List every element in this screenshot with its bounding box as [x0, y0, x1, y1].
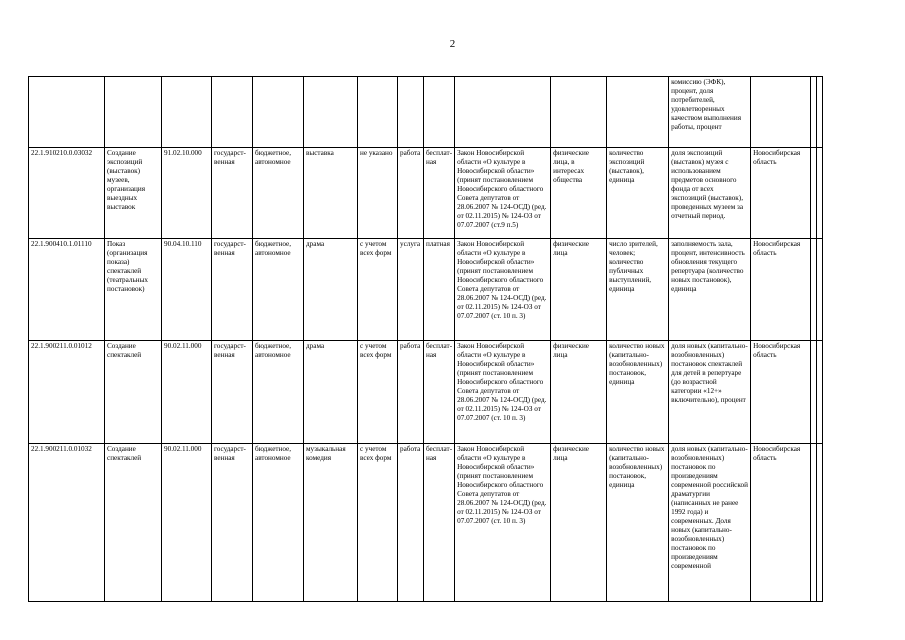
institution-type-cell: бюджетное, автономное: [253, 239, 304, 341]
volume-indicator-cell: количество экспозиций (выставок), единица: [607, 148, 669, 239]
consumers-cell: физические лица: [551, 444, 607, 602]
content-2-cell: с учетом всех форм: [358, 444, 398, 602]
region-cell: Новосибирская область: [751, 239, 811, 341]
payment-cell: [424, 77, 455, 148]
quality-indicator-cell: доля новых (капитально-возобновленных) постановок по произведениям современной российской драматургии (написанных не ранее 1992 года) и современных. Доля новых (капитально-возобновленных) постановок по произведениям современной: [669, 444, 751, 602]
extra-2-cell: [817, 239, 823, 341]
service-name-cell: Создание экспозиций (выставок) музеев, организация выездных выставок: [105, 148, 162, 239]
table-row: [29, 77, 823, 148]
volume-indicator-cell: количество новых (капитально-возобновленных) постановок, единица: [607, 341, 669, 444]
kind-cell: услуга: [398, 239, 424, 341]
quality-indicator-cell: комиссию (ЭФК), процент, доля потребителей, удовлетворенных качеством выполнения работы, процент: [669, 77, 751, 148]
quality-indicator-cell: доля новых (капитально-возобновленных) постановок спектаклей для детей в репертуаре (до возрастной категории «12+» включительно), процент: [669, 341, 751, 444]
region-cell: Новосибирская область: [751, 148, 811, 239]
legal-basis-cell: Закон Новосибирской области «О культуре в Новосибирской области» (принят постановлением Новосибирского областного Совета депутатов от 28.06.2007 № 124-ОСД) (ред. от 02.11.2015) № 124-ОЗ от 07.07.2007 (ст. 10 п. 3): [455, 444, 551, 602]
service-type-cell: [212, 77, 253, 148]
region-cell: Новосибирская область: [751, 444, 811, 602]
table-row: [29, 148, 823, 239]
volume-indicator-cell: [607, 77, 669, 148]
okved-code-cell: [162, 77, 212, 148]
service-type-cell: государст-венная: [212, 239, 253, 341]
service-code-cell: 22.1.900410.1.01110: [29, 239, 105, 341]
content-1-cell: выставка: [304, 148, 358, 239]
payment-cell: платная: [424, 239, 455, 341]
service-code-cell: 22.1.910210.0.03032: [29, 148, 105, 239]
service-type-cell: государст-венная: [212, 444, 253, 602]
service-code-cell: [29, 77, 105, 148]
okved-code-cell: 90.02.11.000: [162, 341, 212, 444]
service-name-cell: Создание спектаклей: [105, 444, 162, 602]
institution-type-cell: бюджетное, автономное: [253, 341, 304, 444]
content-2-cell: не указано: [358, 148, 398, 239]
table-body: [29, 77, 823, 602]
service-name-cell: [105, 77, 162, 148]
table-row: [29, 444, 823, 602]
content-1-cell: [304, 77, 358, 148]
table-row: [29, 239, 823, 341]
quality-indicator-cell: заполняемость зала, процент, интенсивность обновления текущего репертуара (количество новых постановок), единица: [669, 239, 751, 341]
legal-basis-cell: Закон Новосибирской области «О культуре в Новосибирской области» (принят постановлением Новосибирского областного Совета депутатов от 28.06.2007 № 124-ОСД) (ред. от 02.11.2015) № 124-ОЗ от 07.07.2007 (ст.9 п.5): [455, 148, 551, 239]
legal-basis-cell: Закон Новосибирской области «О культуре в Новосибирской области» (принят постановлением Новосибирского областного Совета депутатов от 28.06.2007 № 124-ОСД) (ред. от 02.11.2015) № 124-ОЗ от 07.07.2007 (ст. 10 п. 3): [455, 239, 551, 341]
content-1-cell: музыкальная комедия: [304, 444, 358, 602]
service-code-cell: 22.1.900211.0.01032: [29, 444, 105, 602]
consumers-cell: физические лица: [551, 239, 607, 341]
content-1-cell: драма: [304, 239, 358, 341]
legal-basis-cell: [455, 77, 551, 148]
kind-cell: работа: [398, 444, 424, 602]
institution-type-cell: [253, 77, 304, 148]
payment-cell: бесплат-ная: [424, 444, 455, 602]
payment-cell: бесплат-ная: [424, 148, 455, 239]
institution-type-cell: бюджетное, автономное: [253, 148, 304, 239]
extra-2-cell: [817, 444, 823, 602]
content-1-cell: драма: [304, 341, 358, 444]
service-name-cell: Показ (организация показа) спектаклей (театральных постановок): [105, 239, 162, 341]
service-type-cell: государст-венная: [212, 148, 253, 239]
consumers-cell: физические лица, в интересах общества: [551, 148, 607, 239]
region-cell: Новосибирская область: [751, 341, 811, 444]
okved-code-cell: 90.04.10.110: [162, 239, 212, 341]
services-register-table: [28, 76, 823, 602]
content-2-cell: [358, 77, 398, 148]
content-2-cell: с учетом всех форм: [358, 239, 398, 341]
kind-cell: [398, 77, 424, 148]
legal-basis-cell: Закон Новосибирской области «О культуре в Новосибирской области» (принят постановлением Новосибирского областного Совета депутатов от 28.06.2007 № 124-ОСД) (ред. от 02.11.2015) № 124-ОЗ от 07.07.2007 (ст. 10 п. 3): [455, 341, 551, 444]
extra-2-cell: [817, 77, 823, 148]
okved-code-cell: 90.02.11.000: [162, 444, 212, 602]
kind-cell: работа: [398, 341, 424, 444]
kind-cell: работа: [398, 148, 424, 239]
quality-indicator-cell: доля экспозиций (выставок) музея с использованием предметов основного фонда от всех экспозиций (выставок), проведенных музеем за отчетный период.: [669, 148, 751, 239]
extra-2-cell: [817, 148, 823, 239]
content-2-cell: с учетом всех форм: [358, 341, 398, 444]
payment-cell: бесплат-ная: [424, 341, 455, 444]
service-name-cell: Создание спектаклей: [105, 341, 162, 444]
consumers-cell: [551, 77, 607, 148]
extra-2-cell: [817, 341, 823, 444]
volume-indicator-cell: количество новых (капитально-возобновленных) постановок, единица: [607, 444, 669, 602]
service-type-cell: государст-венная: [212, 341, 253, 444]
region-cell: [751, 77, 811, 148]
okved-code-cell: 91.02.10.000: [162, 148, 212, 239]
volume-indicator-cell: число зрителей, человек; количество публичных выступлений, единица: [607, 239, 669, 341]
table-row: [29, 341, 823, 444]
institution-type-cell: бюджетное, автономное: [253, 444, 304, 602]
service-code-cell: 22.1.900211.0.01012: [29, 341, 105, 444]
consumers-cell: физические лица: [551, 341, 607, 444]
page-number: 2: [449, 38, 456, 50]
